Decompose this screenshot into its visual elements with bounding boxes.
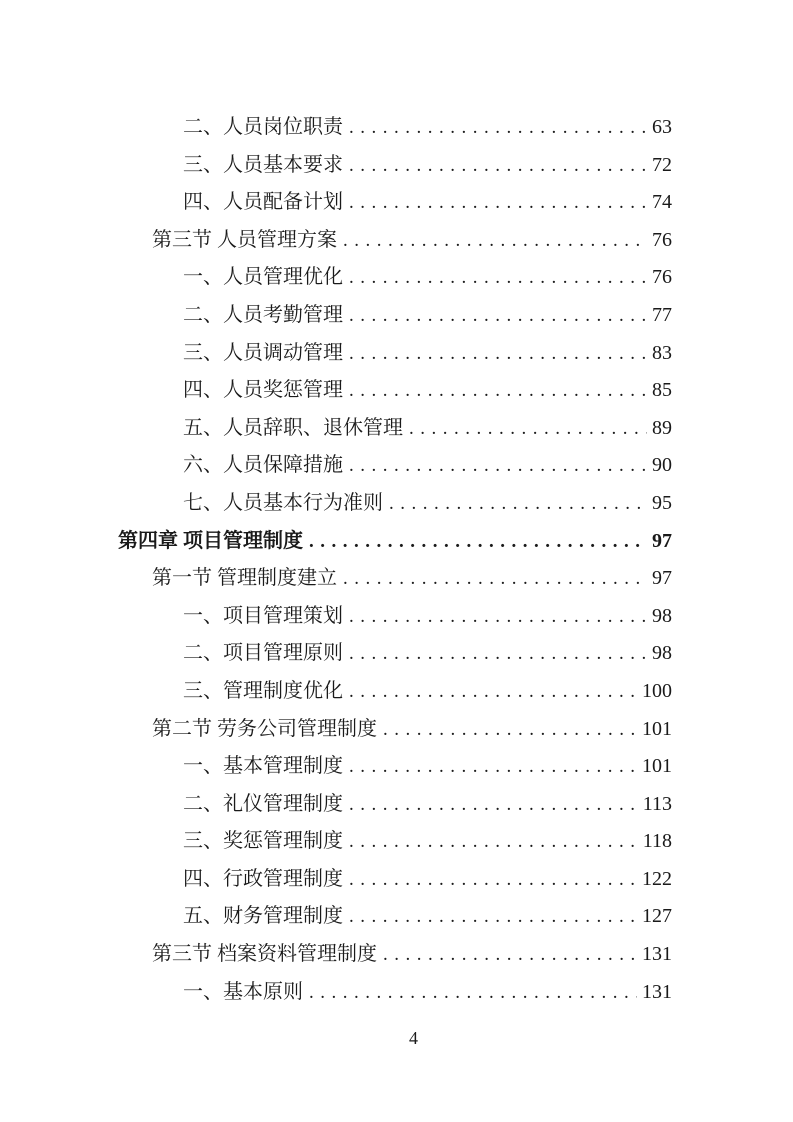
toc-entry-title: 第一节 管理制度建立: [152, 567, 337, 590]
toc-entry[interactable]: [118, 259, 672, 297]
page-number: 4: [409, 1028, 418, 1048]
dot-leader: [343, 560, 647, 598]
toc-entry-title: 二、人员考勤管理: [183, 303, 343, 326]
toc-entry[interactable]: [118, 786, 672, 824]
toc-entry-page: 113: [642, 792, 672, 815]
toc-entry-page: 77: [652, 303, 672, 326]
dot-leader: [349, 786, 638, 824]
toc-entry-title: 二、人员岗位职责: [183, 116, 343, 138]
toc-entry[interactable]: [118, 898, 672, 936]
table-of-contents: [118, 109, 672, 1011]
dot-leader: [349, 147, 647, 185]
toc-entry-title: 二、项目管理原则: [183, 642, 343, 665]
toc-entry[interactable]: [118, 222, 672, 260]
toc-entry-title: 二、礼仪管理制度: [183, 792, 343, 815]
dot-leader: [349, 823, 638, 861]
toc-entry[interactable]: [118, 147, 672, 185]
dot-leader: [383, 936, 637, 974]
dot-leader: [309, 974, 637, 1012]
toc-entry[interactable]: [118, 184, 672, 222]
toc-entry[interactable]: [118, 447, 672, 485]
dot-leader: [349, 673, 637, 711]
toc-entry-title: 三、人员基本要求: [183, 153, 343, 176]
toc-entry-page: 63: [652, 116, 672, 138]
dot-leader: [349, 335, 647, 373]
toc-entry-title: 七、人员基本行为准则: [183, 491, 383, 514]
toc-entry-title: 五、财务管理制度: [183, 905, 343, 928]
toc-entry-title: 第三节 档案资料管理制度: [152, 943, 377, 966]
toc-entry[interactable]: [118, 485, 672, 523]
dot-leader: [343, 222, 647, 260]
toc-entry-page: 98: [652, 642, 672, 665]
toc-entry-title: 一、基本管理制度: [183, 755, 343, 778]
toc-entry[interactable]: [118, 410, 672, 448]
toc-entry-page: 122: [642, 867, 672, 890]
dot-leader: [349, 372, 647, 410]
toc-entry[interactable]: [118, 823, 672, 861]
toc-entry-title: 第三节 人员管理方案: [152, 228, 337, 251]
toc-entry-page: 131: [642, 943, 672, 966]
toc-entry-page: 101: [642, 717, 672, 740]
toc-entry[interactable]: [118, 372, 672, 410]
toc-entry-page: 85: [652, 379, 672, 402]
dot-leader: [409, 410, 647, 448]
dot-leader: [349, 184, 647, 222]
toc-entry[interactable]: [118, 560, 672, 598]
toc-entry-title: 四、人员配备计划: [183, 191, 343, 214]
dot-leader: [349, 748, 637, 786]
toc-entry-page: 97: [652, 567, 672, 590]
toc-entry-title: 四、行政管理制度: [183, 867, 343, 890]
dot-leader: [349, 598, 647, 636]
toc-entry-title: 一、基本原则: [183, 980, 303, 1003]
toc-entry-title: 一、人员管理优化: [183, 266, 343, 289]
toc-entry-page: 76: [652, 228, 672, 251]
toc-entry[interactable]: [118, 109, 672, 147]
dot-leader: [389, 485, 647, 523]
toc-entry-title: 第四章 项目管理制度: [118, 529, 303, 552]
dot-leader: [309, 523, 647, 561]
toc-entry-page: 131: [642, 980, 672, 1003]
dot-leader: [349, 447, 647, 485]
toc-entry-title: 四、人员奖惩管理: [183, 379, 343, 402]
toc-entry-page: 89: [652, 416, 672, 439]
toc-entry-page: 97: [652, 529, 672, 552]
toc-entry-page: 76: [652, 266, 672, 289]
toc-entry-page: 100: [642, 679, 672, 702]
toc-entry[interactable]: [118, 936, 672, 974]
dot-leader: [349, 861, 637, 899]
toc-entry-title: 三、管理制度优化: [183, 679, 343, 702]
toc-entry[interactable]: [118, 335, 672, 373]
toc-entry-page: 83: [652, 341, 672, 364]
dot-leader: [349, 898, 637, 936]
toc-entry-page: 74: [652, 191, 672, 214]
toc-entry[interactable]: [118, 974, 672, 1012]
toc-entry-page: 98: [652, 604, 672, 627]
toc-entry[interactable]: [118, 598, 672, 636]
toc-entry-page: 95: [652, 491, 672, 514]
dot-leader: [349, 635, 647, 673]
dot-leader: [349, 297, 647, 335]
toc-entry-title: 六、人员保障措施: [183, 454, 343, 477]
toc-entry-page: 118: [642, 830, 672, 853]
toc-entry-title: 五、人员辞职、退休管理: [183, 416, 403, 439]
toc-entry-title: 第二节 劳务公司管理制度: [152, 717, 377, 740]
dot-leader: [383, 711, 637, 749]
toc-entry-page: 90: [652, 454, 672, 477]
toc-entry[interactable]: [118, 748, 672, 786]
toc-entry-page: 72: [652, 153, 672, 176]
toc-entry[interactable]: [118, 297, 672, 335]
toc-entry-title: 一、项目管理策划: [183, 604, 343, 627]
toc-entry-title: 三、奖惩管理制度: [183, 830, 343, 853]
toc-entry-chapter[interactable]: [118, 523, 672, 561]
toc-entry-page: 127: [642, 905, 672, 928]
toc-entry[interactable]: [118, 711, 672, 749]
dot-leader: [349, 259, 647, 297]
toc-entry-title: 三、人员调动管理: [183, 341, 343, 364]
toc-entry[interactable]: [118, 673, 672, 711]
toc-entry[interactable]: [118, 861, 672, 899]
dot-leader: [349, 109, 647, 147]
toc-entry-page: 101: [642, 755, 672, 778]
toc-entry[interactable]: [118, 635, 672, 673]
